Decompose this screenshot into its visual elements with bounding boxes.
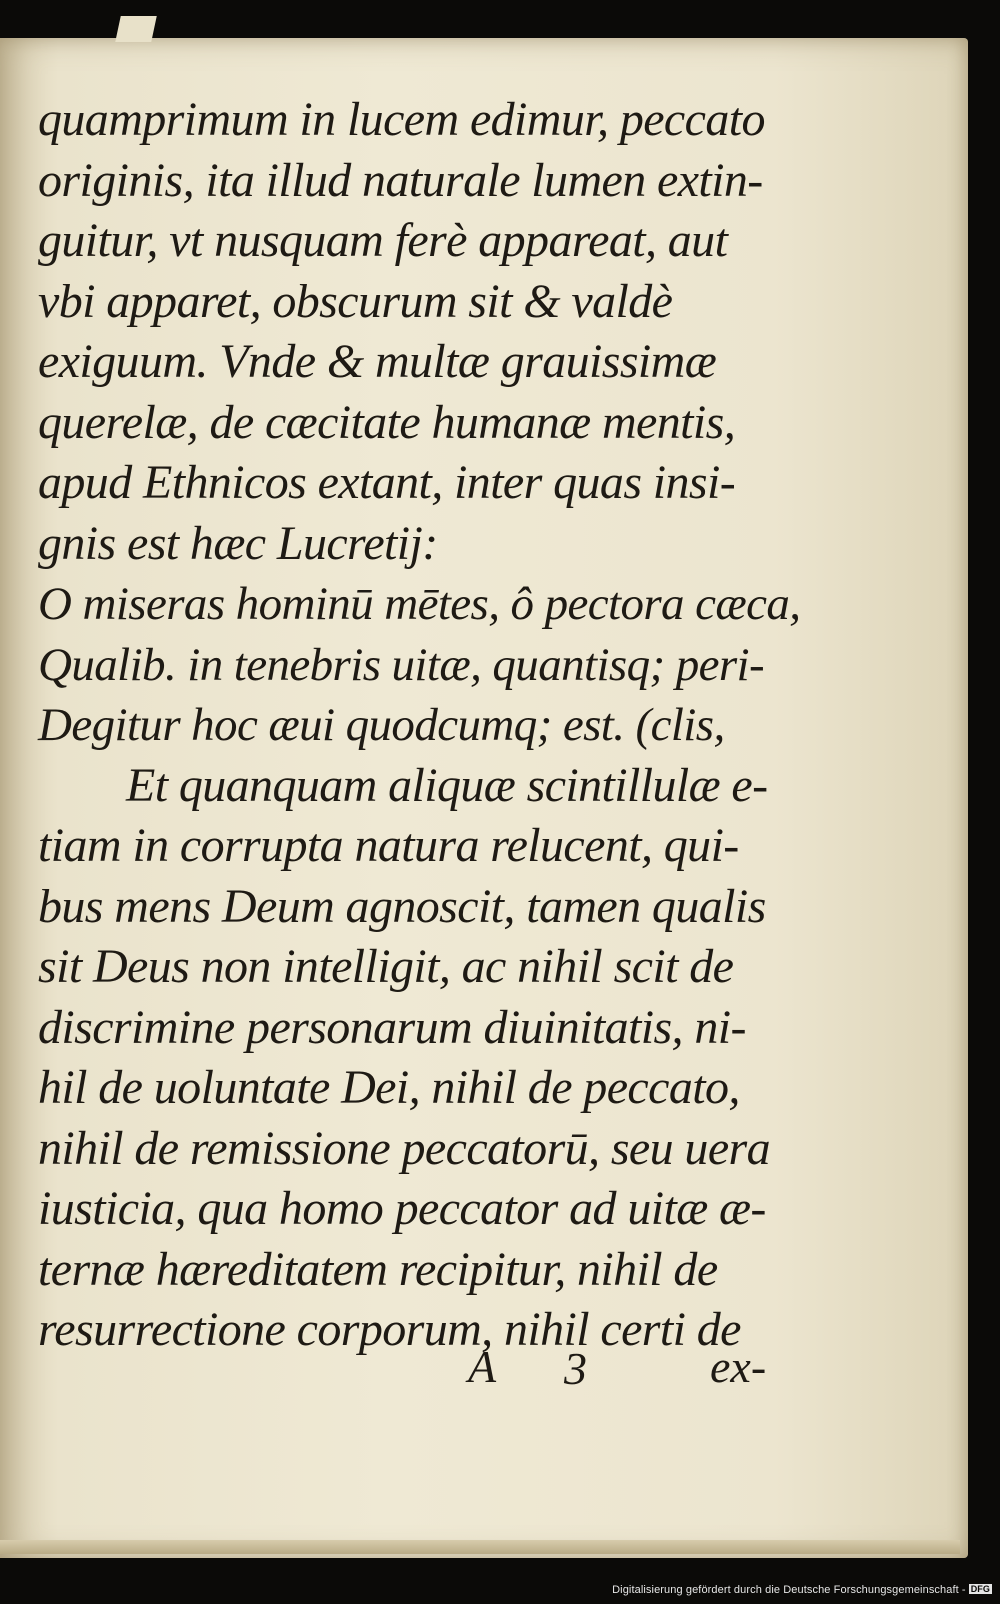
text-line: guitur, vt nusquam ferè appareat, aut [38,214,728,267]
paragraph-line: iusticia, qua homo peccator ad uitæ æ- [38,1182,766,1235]
digitization-credit [612,1584,992,1596]
page-bottom-edge [0,1540,960,1554]
dfg-logo: DFG [970,1584,990,1594]
credit-text: Digitalisierung gefördert durch die Deutsche Forschungsgemeinschaft - [612,1584,966,1596]
signature-line [0,1340,968,1400]
paragraph-line: Et quanquam aliquæ scintillulæ e- [126,758,768,812]
text-line: originis, ita illud naturale lumen extin- [38,153,763,207]
paragraph-line: hil de uoluntate Dei, nihil de peccato, [38,1061,740,1114]
paragraph-line: nihil de remissione peccatorū, seu uera [38,1121,771,1175]
page-text [38,90,801,1361]
paragraph-line: sit Deus non intelligit, ac nihil scit de [38,940,734,993]
signature-mark: A [468,1341,497,1392]
text-line: exiguum. Vnde & multæ grauissimæ [38,335,717,388]
text-line: apud Ethnicos extant, inter quas insi- [38,456,736,509]
text-line: vbi apparet, obscurum sit & valdè [38,274,673,328]
paragraph-line: discrimine personarum diuinitatis, ni- [38,1000,746,1054]
signature-number: 3 [564,1343,587,1394]
paragraph-line: bus mens Deum agnoscit, tamen qualis [38,879,766,933]
catchword: ex- [710,1341,767,1392]
poem-line: Qualib. in tenebris uitæ, quantisq; peri- [38,638,765,691]
poem-line: O miseras hominū mētes, ô pectora cæca, [38,578,801,630]
text-line: querelæ, de cæcitate humanæ mentis, [38,395,736,449]
paragraph-line: resurrectione corporum, nihil certi de [38,1303,741,1356]
page-tab-corner [115,16,157,42]
poem-line: Degitur hoc æui quodcumq; est. (clis, [38,699,725,751]
text-line: quamprimum in lucem edimur, peccato [38,93,765,146]
paragraph-line: tiam in corrupta natura relucent, qui- [38,819,739,872]
text-line: gnis est hæc Lucretij: [38,516,438,570]
paragraph-line: ternæ hæreditatem recipitur, nihil de [38,1242,718,1296]
